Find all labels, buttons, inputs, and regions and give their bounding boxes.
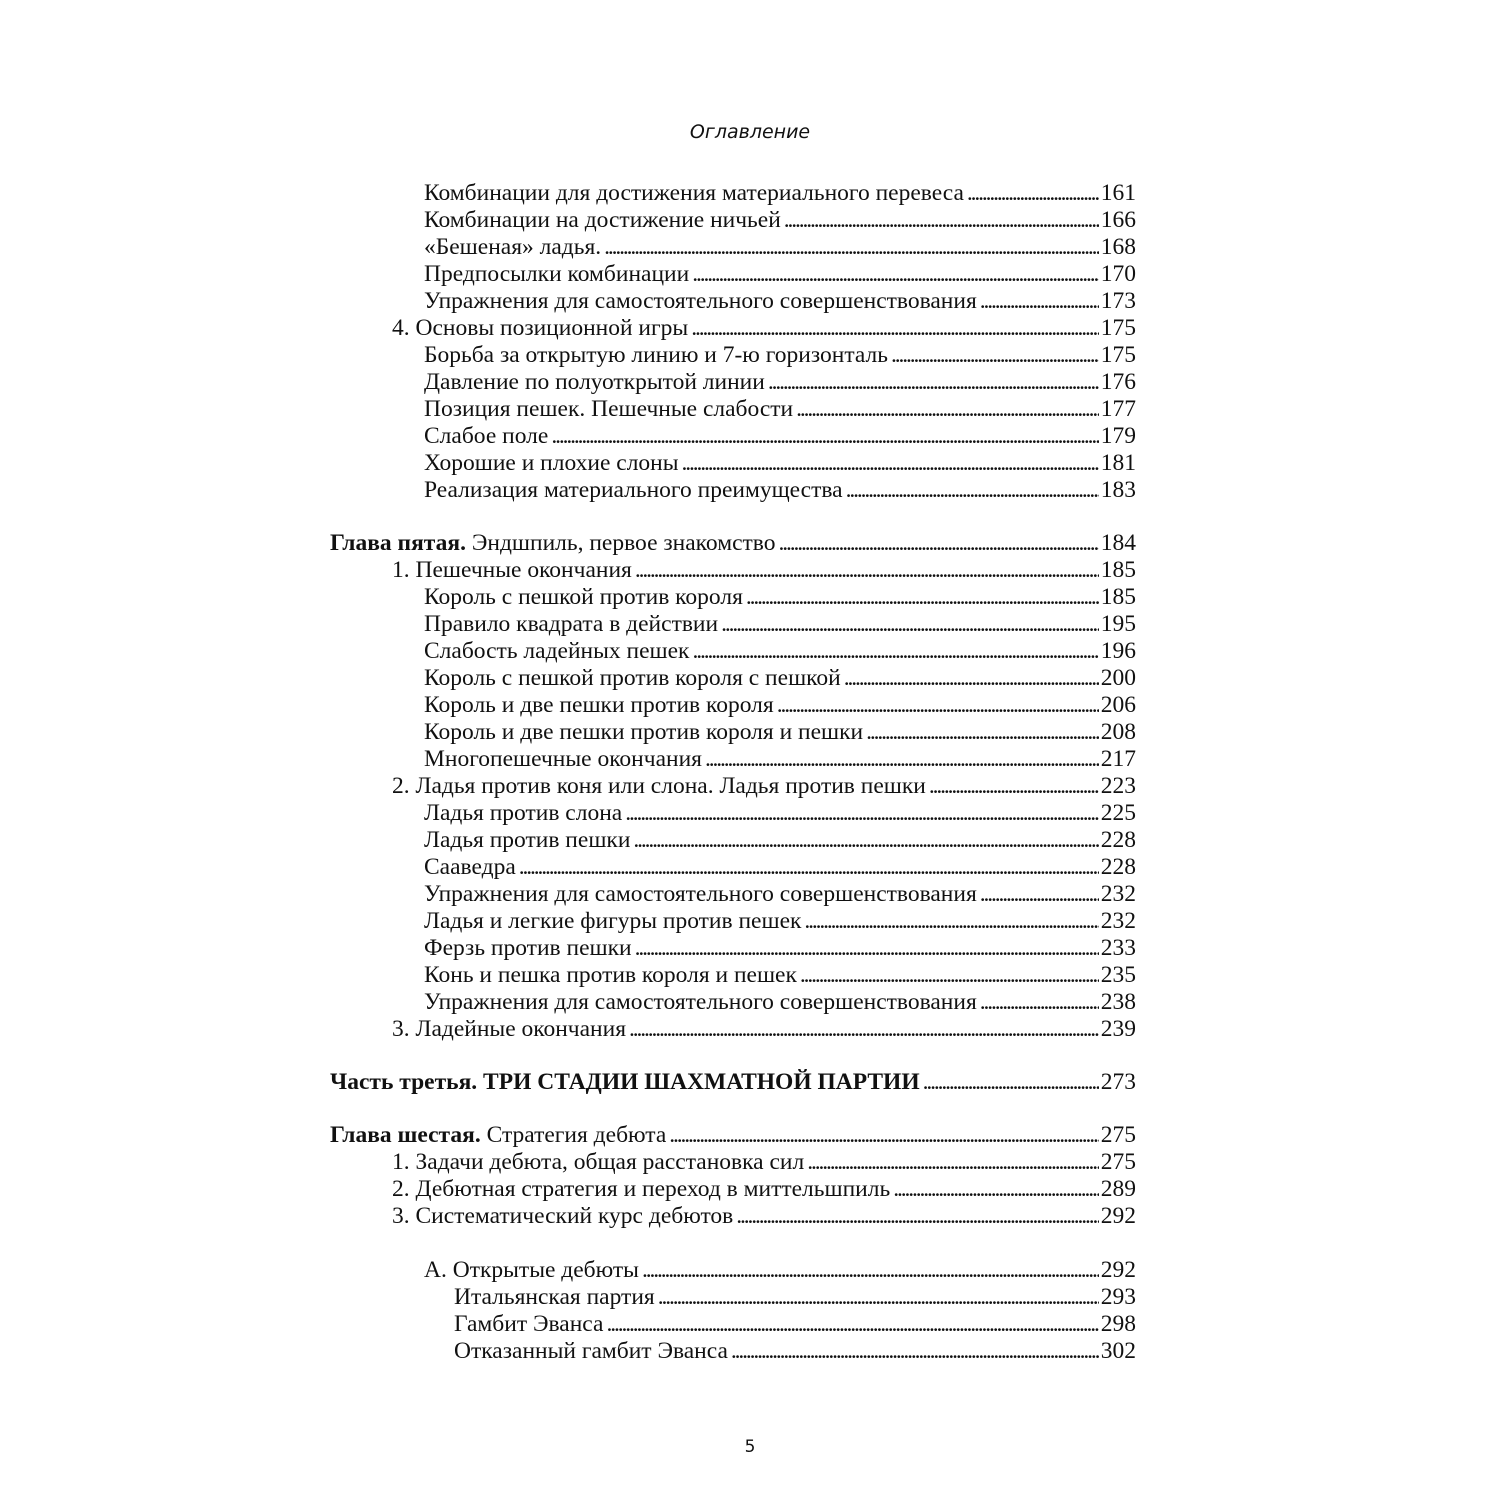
leader-dots xyxy=(844,665,1099,692)
toc-entry-title xyxy=(424,692,774,719)
toc-entry-title xyxy=(424,719,863,746)
leader-dots xyxy=(635,935,1099,962)
toc-entry-title-text: 2. Ладья против коня или слона. Ладья против пешки xyxy=(392,773,926,799)
toc-entry xyxy=(424,423,1136,450)
leader-dots xyxy=(800,962,1099,989)
leader-dots xyxy=(658,1284,1099,1311)
toc-entry xyxy=(454,1284,1136,1311)
toc-entry-title-text: Король и две пешки против короля xyxy=(424,692,774,718)
toc-entry-title xyxy=(424,638,689,665)
toc-entry-title-text: Ладья и легкие фигуры против пешек xyxy=(424,908,802,934)
toc-entry xyxy=(424,450,1136,477)
toc-entry xyxy=(424,342,1136,369)
toc-entry-title xyxy=(424,665,841,692)
toc-entry-title-text: Отказанный гамбит Эванса xyxy=(454,1338,728,1364)
toc-entry-page: 298 xyxy=(1100,1311,1136,1337)
toc-entry-page: 289 xyxy=(1100,1176,1136,1202)
leader-dots xyxy=(846,477,1099,504)
leader-dots xyxy=(692,261,1099,288)
toc-entry-title-text: Позиция пешек. Пешечные слабости xyxy=(424,396,794,422)
toc-entry-page: 233 xyxy=(1100,935,1136,961)
toc-entry-title-text: Комбинации на достижение ничьей xyxy=(424,207,781,233)
toc-entry-page: 292 xyxy=(1100,1257,1136,1283)
toc-entry xyxy=(424,935,1136,962)
toc-entry xyxy=(424,854,1136,881)
toc-entry-page: 206 xyxy=(1100,692,1136,718)
toc-entry xyxy=(424,261,1136,288)
leader-dots xyxy=(705,746,1099,773)
leader-dots xyxy=(929,773,1099,800)
toc-entry-title xyxy=(454,1338,728,1365)
toc-entry-title-text: Конь и пешка против короля и пешек xyxy=(424,962,797,988)
toc-entry xyxy=(392,315,1136,342)
toc-entry xyxy=(330,530,1136,557)
leader-dots xyxy=(746,584,1099,611)
toc-entry-title xyxy=(330,1069,920,1096)
leader-dots xyxy=(635,557,1099,584)
leader-dots xyxy=(629,1016,1099,1043)
toc-entry-title xyxy=(330,1122,666,1149)
toc-entry-title xyxy=(424,908,801,935)
leader-dots xyxy=(778,530,1098,557)
toc-entry-title-text: Эндшпиль, первое знакомство xyxy=(465,530,776,556)
toc-entry-title-text: 3. Систематический курс дебютов xyxy=(392,1203,734,1229)
toc-entry-title-text: Слабость ладейных пешек xyxy=(424,638,690,664)
toc-entry xyxy=(424,180,1136,207)
toc-entry-page: 235 xyxy=(1100,962,1136,988)
toc-entry xyxy=(424,611,1136,638)
toc-entry-page: 228 xyxy=(1100,827,1136,853)
toc-entry-title xyxy=(392,1203,733,1230)
toc-entry xyxy=(424,584,1136,611)
toc-entry-title-text: Борьба за открытую линию и 7-ю горизонталь xyxy=(424,342,888,368)
leader-dots xyxy=(606,1311,1098,1338)
toc-entry-title-text: 1. Задачи дебюта, общая расстановка сил xyxy=(392,1149,805,1175)
leader-dots xyxy=(923,1069,1099,1096)
toc-entry-title xyxy=(424,342,888,369)
leader-dots xyxy=(796,396,1099,423)
leader-dots xyxy=(642,1257,1099,1284)
toc-entry-title xyxy=(392,1016,626,1043)
leader-dots xyxy=(967,180,1099,207)
leader-dots xyxy=(784,207,1099,234)
toc-entry-title-text: Упражнения для самостоятельного совершенствования xyxy=(424,881,977,907)
toc-entry-title xyxy=(392,773,926,800)
toc-entry-page: 208 xyxy=(1100,719,1136,745)
leader-dots xyxy=(736,1203,1098,1230)
leader-dots xyxy=(893,1176,1099,1203)
toc-entry-title xyxy=(454,1284,655,1311)
leader-dots xyxy=(633,827,1098,854)
toc-entry-title xyxy=(424,989,977,1016)
toc-entry-title-text: Итальянская партия xyxy=(454,1284,655,1310)
toc-entry-title xyxy=(424,611,718,638)
toc-entry xyxy=(392,1176,1136,1203)
toc-entry-title-text: Ладья против слона xyxy=(424,800,623,826)
toc-entry xyxy=(454,1338,1136,1365)
leader-dots xyxy=(804,908,1098,935)
toc-entry-title-text: 4. Основы позиционной игры xyxy=(392,315,689,341)
toc-entry-title xyxy=(330,530,775,557)
toc-entry xyxy=(424,396,1136,423)
toc-entry xyxy=(424,908,1136,935)
toc-entry-title xyxy=(424,207,781,234)
toc-entry-title xyxy=(454,1311,603,1338)
toc-entry-title-text: Слабое поле xyxy=(424,423,549,449)
running-head: Оглавление xyxy=(689,121,811,143)
toc-entry xyxy=(392,773,1136,800)
leader-dots xyxy=(980,881,1099,908)
toc-entry xyxy=(392,1016,1136,1043)
toc-entry-title-bold: Часть третья. ТРИ СТАДИИ ШАХМАТНОЙ ПАРТИИ xyxy=(330,1069,920,1095)
toc-entry-page: 173 xyxy=(1100,288,1136,314)
toc-entry-page: 195 xyxy=(1100,611,1136,637)
toc-entry-page: 239 xyxy=(1100,1016,1136,1042)
toc-entry-page: 183 xyxy=(1100,477,1136,503)
leader-dots xyxy=(625,800,1099,827)
toc-entry-page: 177 xyxy=(1100,396,1136,422)
toc-entry-title xyxy=(424,962,797,989)
toc-entry-title xyxy=(424,369,765,396)
toc-entry-title xyxy=(424,180,964,207)
leader-dots xyxy=(731,1338,1099,1365)
toc-entry-title xyxy=(424,1257,639,1284)
toc-entry-page: 170 xyxy=(1100,261,1136,287)
toc-entry-title-text: Упражнения для самостоятельного совершенствования xyxy=(424,288,977,314)
leader-dots xyxy=(669,1122,1098,1149)
toc-entry-title xyxy=(424,935,632,962)
toc-entry-title-text: Правило квадрата в действии xyxy=(424,611,719,637)
toc-entry-title-text: Комбинации для достижения материального перевеса xyxy=(424,180,964,206)
toc-entry-title xyxy=(424,746,702,773)
leader-dots xyxy=(980,288,1099,315)
toc-entry-title xyxy=(424,450,679,477)
toc-entry-title-text: «Бешеная» ладья. xyxy=(424,234,602,260)
toc-entry xyxy=(424,234,1136,261)
toc-entry-title-text: Давление по полуоткрытой линии xyxy=(424,369,765,395)
toc-entry xyxy=(424,746,1136,773)
toc-entry-title xyxy=(424,827,630,854)
toc-entry-page: 217 xyxy=(1100,746,1136,772)
toc-entry xyxy=(424,692,1136,719)
toc-entry-page: 179 xyxy=(1100,423,1136,449)
toc-entry-title-text: Предпосылки комбинации xyxy=(424,261,690,287)
toc-entry-page: 225 xyxy=(1100,800,1136,826)
toc-entry xyxy=(424,881,1136,908)
toc-entry-title-text: Сааведра xyxy=(424,854,516,880)
toc-entry-title xyxy=(392,315,688,342)
toc-entry xyxy=(424,477,1136,504)
toc-entry xyxy=(424,638,1136,665)
leader-dots xyxy=(682,450,1099,477)
toc-entry xyxy=(424,369,1136,396)
toc-entry-title-text: Ферзь против пешки xyxy=(424,935,632,961)
toc-entry-title-text: Многопешечные окончания xyxy=(424,746,702,772)
toc-entry-page: 196 xyxy=(1100,638,1136,664)
toc-entry-page: 232 xyxy=(1100,908,1136,934)
toc-entry-title-text: Король и две пешки против короля и пешки xyxy=(424,719,864,745)
toc-entry-page: 166 xyxy=(1100,207,1136,233)
toc-entry-page: 161 xyxy=(1100,180,1136,206)
leader-dots xyxy=(692,638,1098,665)
leader-dots xyxy=(551,423,1098,450)
leader-dots xyxy=(777,692,1099,719)
toc-entry-page: 275 xyxy=(1100,1149,1136,1175)
leader-dots xyxy=(691,315,1099,342)
toc-entry xyxy=(424,1257,1136,1284)
toc-entry-page: 273 xyxy=(1100,1069,1136,1095)
leader-dots xyxy=(721,611,1099,638)
toc-entry-page: 181 xyxy=(1100,450,1136,476)
toc-entry-title xyxy=(424,288,977,315)
toc-entry-title-bold: Глава пятая. xyxy=(330,530,466,556)
leader-dots xyxy=(604,234,1099,261)
toc-entry-page: 176 xyxy=(1100,369,1136,395)
page-number: 5 xyxy=(744,1437,756,1457)
toc-entry-title-text: Хорошие и плохие слоны xyxy=(424,450,679,476)
toc-entry xyxy=(424,962,1136,989)
toc-entry-title xyxy=(424,423,548,450)
toc-entry-title-text: Упражнения для самостоятельного совершенствования xyxy=(424,989,977,1015)
toc-entry-page: 200 xyxy=(1100,665,1136,691)
toc-entry-title-text: Король с пешкой против короля xyxy=(424,584,743,610)
toc-entry-title-text: Король с пешкой против короля с пешкой xyxy=(424,665,841,691)
toc-entry-page: 175 xyxy=(1100,342,1136,368)
toc-entry-page: 238 xyxy=(1100,989,1136,1015)
toc-entry-title xyxy=(424,234,601,261)
toc-entry-title xyxy=(424,584,743,611)
toc-entry-page: 175 xyxy=(1100,315,1136,341)
toc-entry-title xyxy=(392,557,632,584)
toc-entry-title-text: А. Открытые дебюты xyxy=(424,1257,639,1283)
toc-entry-page: 184 xyxy=(1100,530,1136,556)
leader-dots xyxy=(768,369,1099,396)
leader-dots xyxy=(807,1149,1099,1176)
toc-entry-title-text: 2. Дебютная стратегия и переход в миттельшпиль xyxy=(392,1176,891,1202)
toc-entry-page: 232 xyxy=(1100,881,1136,907)
toc-entry xyxy=(424,288,1136,315)
leader-dots xyxy=(891,342,1099,369)
toc-entry-title xyxy=(424,881,977,908)
toc-entry-page: 223 xyxy=(1100,773,1136,799)
toc-entry-title-text: Стратегия дебюта xyxy=(480,1122,667,1148)
toc-entry xyxy=(330,1069,1136,1096)
toc-entry xyxy=(424,989,1136,1016)
toc-entry-title-text: 3. Ладейные окончания xyxy=(392,1016,627,1042)
toc-entry-page: 185 xyxy=(1100,557,1136,583)
toc-entry-page: 292 xyxy=(1100,1203,1136,1229)
toc-entry-title-text: Ладья против пешки xyxy=(424,827,631,853)
toc-entry-title xyxy=(392,1149,804,1176)
toc-entry-title xyxy=(424,854,516,881)
toc-entry xyxy=(424,719,1136,746)
toc-entry-title xyxy=(424,800,622,827)
toc-entry xyxy=(424,207,1136,234)
toc-entry-page: 302 xyxy=(1100,1338,1136,1364)
toc-entry-title-text: Реализация материального преимущества xyxy=(424,477,843,503)
toc-entry-page: 293 xyxy=(1100,1284,1136,1310)
toc-entry-title xyxy=(424,477,843,504)
toc-entry-page: 275 xyxy=(1100,1122,1136,1148)
toc-entry xyxy=(424,665,1136,692)
leader-dots xyxy=(980,989,1099,1016)
toc-entry-page: 228 xyxy=(1100,854,1136,880)
toc-entry-page: 185 xyxy=(1100,584,1136,610)
toc-entry xyxy=(454,1311,1136,1338)
toc-entry xyxy=(424,800,1136,827)
toc-entry xyxy=(392,1149,1136,1176)
toc-entry-title xyxy=(424,396,793,423)
toc-entry-title xyxy=(392,1176,890,1203)
toc-entry-title-bold: Глава шестая. xyxy=(330,1122,481,1148)
toc-entry xyxy=(424,827,1136,854)
toc-entry-title-text: Гамбит Эванса xyxy=(454,1311,604,1337)
toc-entry xyxy=(330,1122,1136,1149)
leader-dots xyxy=(519,854,1099,881)
toc-entry xyxy=(392,557,1136,584)
toc-entry-page: 168 xyxy=(1100,234,1136,260)
toc-entry xyxy=(392,1203,1136,1230)
leader-dots xyxy=(866,719,1099,746)
toc-entry-title xyxy=(424,261,689,288)
toc-entry-title-text: 1. Пешечные окончания xyxy=(392,557,632,583)
